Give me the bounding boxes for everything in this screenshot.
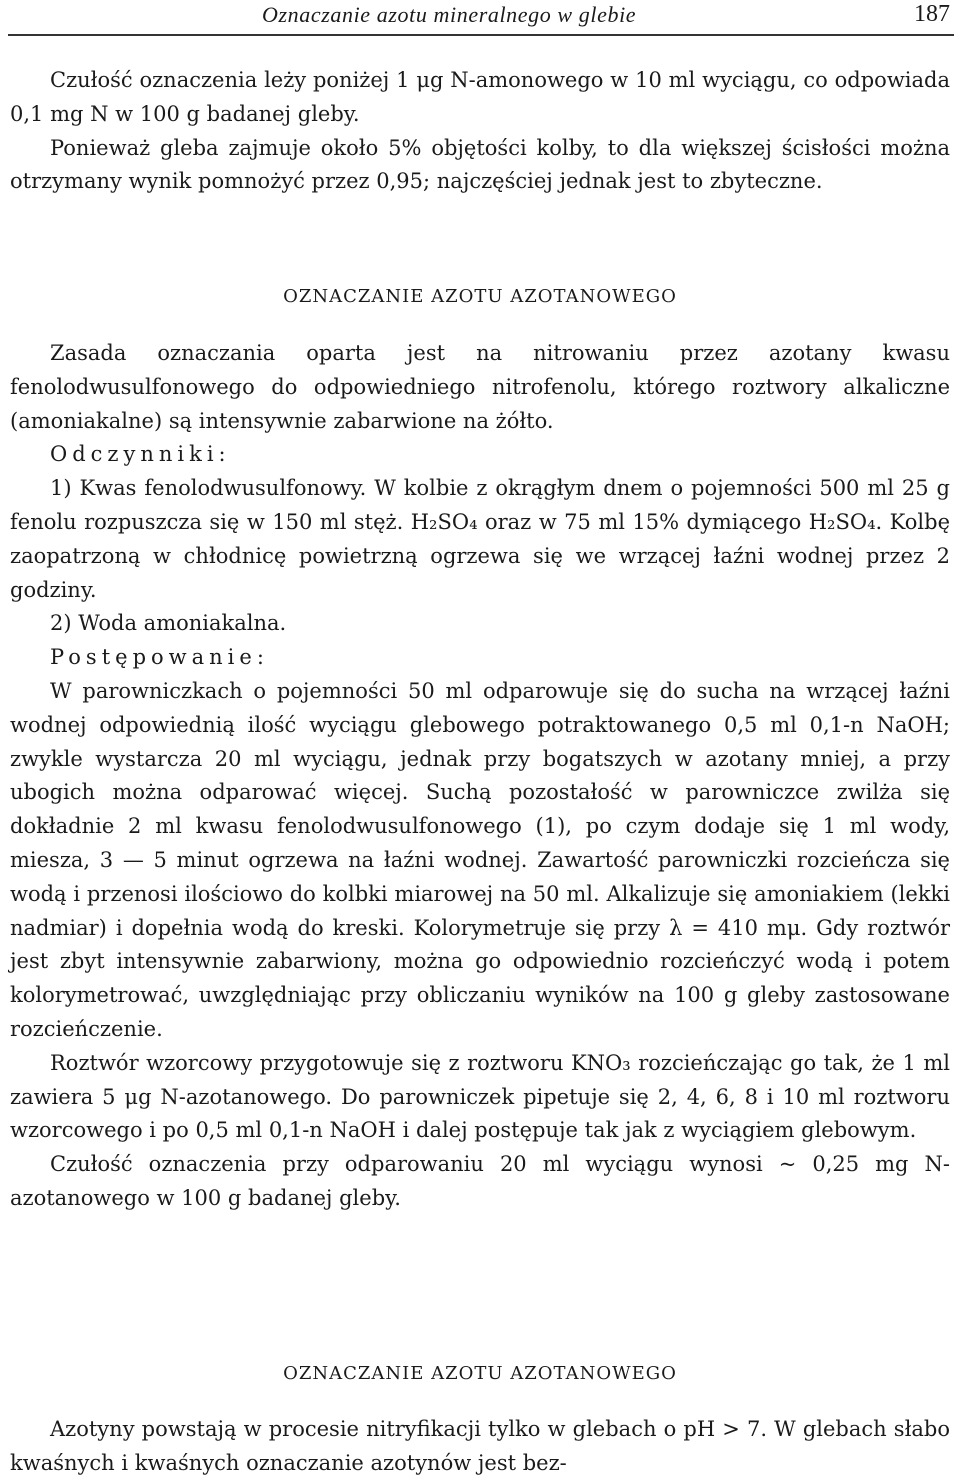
reagents-label: Odczynniki: <box>50 442 231 467</box>
correction-paragraph: Ponieważ gleba zajmuje około 5% objętości kolby, to dla większej ścisłości można otrzymany wynik pomnożyć przez 0,95; najczęściej jednak jest to zbyteczne. <box>10 135 950 194</box>
reagent-2: 2) Woda amoniakalna. <box>50 611 287 636</box>
reagent-1: 1) Kwas fenolodwusulfonowy. W kolbie z okrągłym dnem o pojemności 500 ml 25 g fenolu rozpuszcza się w 150 ml stęż. H₂SO₄ oraz w 75 ml 15% dymiącego H₂SO₄. Kolbę zaopatrzoną w chłodnicę powietrzną ogrzewa się we wrzącej łaźni wodnej przez 2 godziny. <box>10 476 950 602</box>
nitrate-section-body <box>10 337 950 1216</box>
second-section-body <box>10 1413 950 1481</box>
procedure-label: Postępowanie: <box>50 645 269 670</box>
running-title: Oznaczanie azotu mineralnego w glebie <box>262 2 637 27</box>
section-heading-nitrate: OZNACZANIE AZOTU AZOTANOWEGO <box>283 286 677 307</box>
section-heading-second: OZNACZANIE AZOTU AZOTANOWEGO <box>283 1363 677 1384</box>
nitrate-sensitivity-paragraph: Czułość oznaczenia przy odparowaniu 20 ml wyciągu wynosi ~ 0,25 mg N-azotanowego w 100 g badanej gleby. <box>10 1152 950 1210</box>
header-rule <box>8 34 954 36</box>
opening-text <box>10 64 950 199</box>
nitrite-paragraph: Azotyny powstają w procesie nitryfikacji tylko w glebach o pH > 7. W glebach słabo kwaśnych i kwaśnych oznaczanie azotynów jest bez- <box>10 1417 950 1475</box>
procedure-paragraph: W parowniczkach o pojemności 50 ml odparowuje się do sucha na wrzącej łaźni wodnej odpowiednią ilość wyciągu glebowego potraktowanego 0,5 ml 0,1-n NaOH; zwykle wystarcza 20 ml wyciągu, jednak przy bogatszych w azotany mniej, a przy ubogich można odparować więcej. Suchą pozostałość w parowniczce zwilża się dokładnie 2 ml kwasu fenolodwusulfonowego (1), po czym dodaje się 1 ml wody, miesza, 3 — 5 minut ogrzewa na łaźni wodnej. Zawartość parowniczki rozcieńcza się wodą i przenosi ilościowo do kolbki miarowej na 50 ml. Alkalizuje się amoniakiem (lekki nadmiar) i dopełnia wodą do kreski. Kolorymetruje się przy λ = 410 mμ. Gdy roztwór jest zbyt intensywnie zabarwiony, można go odpowiednio rozcieńczyć wodą i potem kolorymetrować, uwzględniając przy obliczaniu wyników na 100 g gleby zastosowane rozcieńczenie. <box>10 678 950 1041</box>
page-number: 187 <box>914 1 950 27</box>
sensitivity-paragraph: Czułość oznaczenia leży poniżej 1 μg N-amonowego w 10 ml wyciągu, co odpowiada 0,1 mg N w 100 g badanej gleby. <box>10 68 950 126</box>
principle-paragraph: Zasada oznaczania oparta jest na nitrowaniu przez azotany kwasu fenolodwusulfonowego do odpowiedniego nitrofenolu, którego roztwory alkaliczne (amoniakalne) są intensywnie zabarwione na żółto. <box>10 341 950 433</box>
page-header <box>8 0 952 34</box>
standard-solution-paragraph: Roztwór wzorcowy przygotowuje się z roztworu KNO₃ rozcieńczając go tak, że 1 ml zawiera 5 μg N-azotanowego. Do parowniczek pipetuje się 2, 4, 6, 8 i 10 ml roztworu wzorcowego i po 0,5 ml 0,1-n NaOH i dalej postępuje tak jak z wyciągiem glebowym. <box>10 1050 950 1143</box>
